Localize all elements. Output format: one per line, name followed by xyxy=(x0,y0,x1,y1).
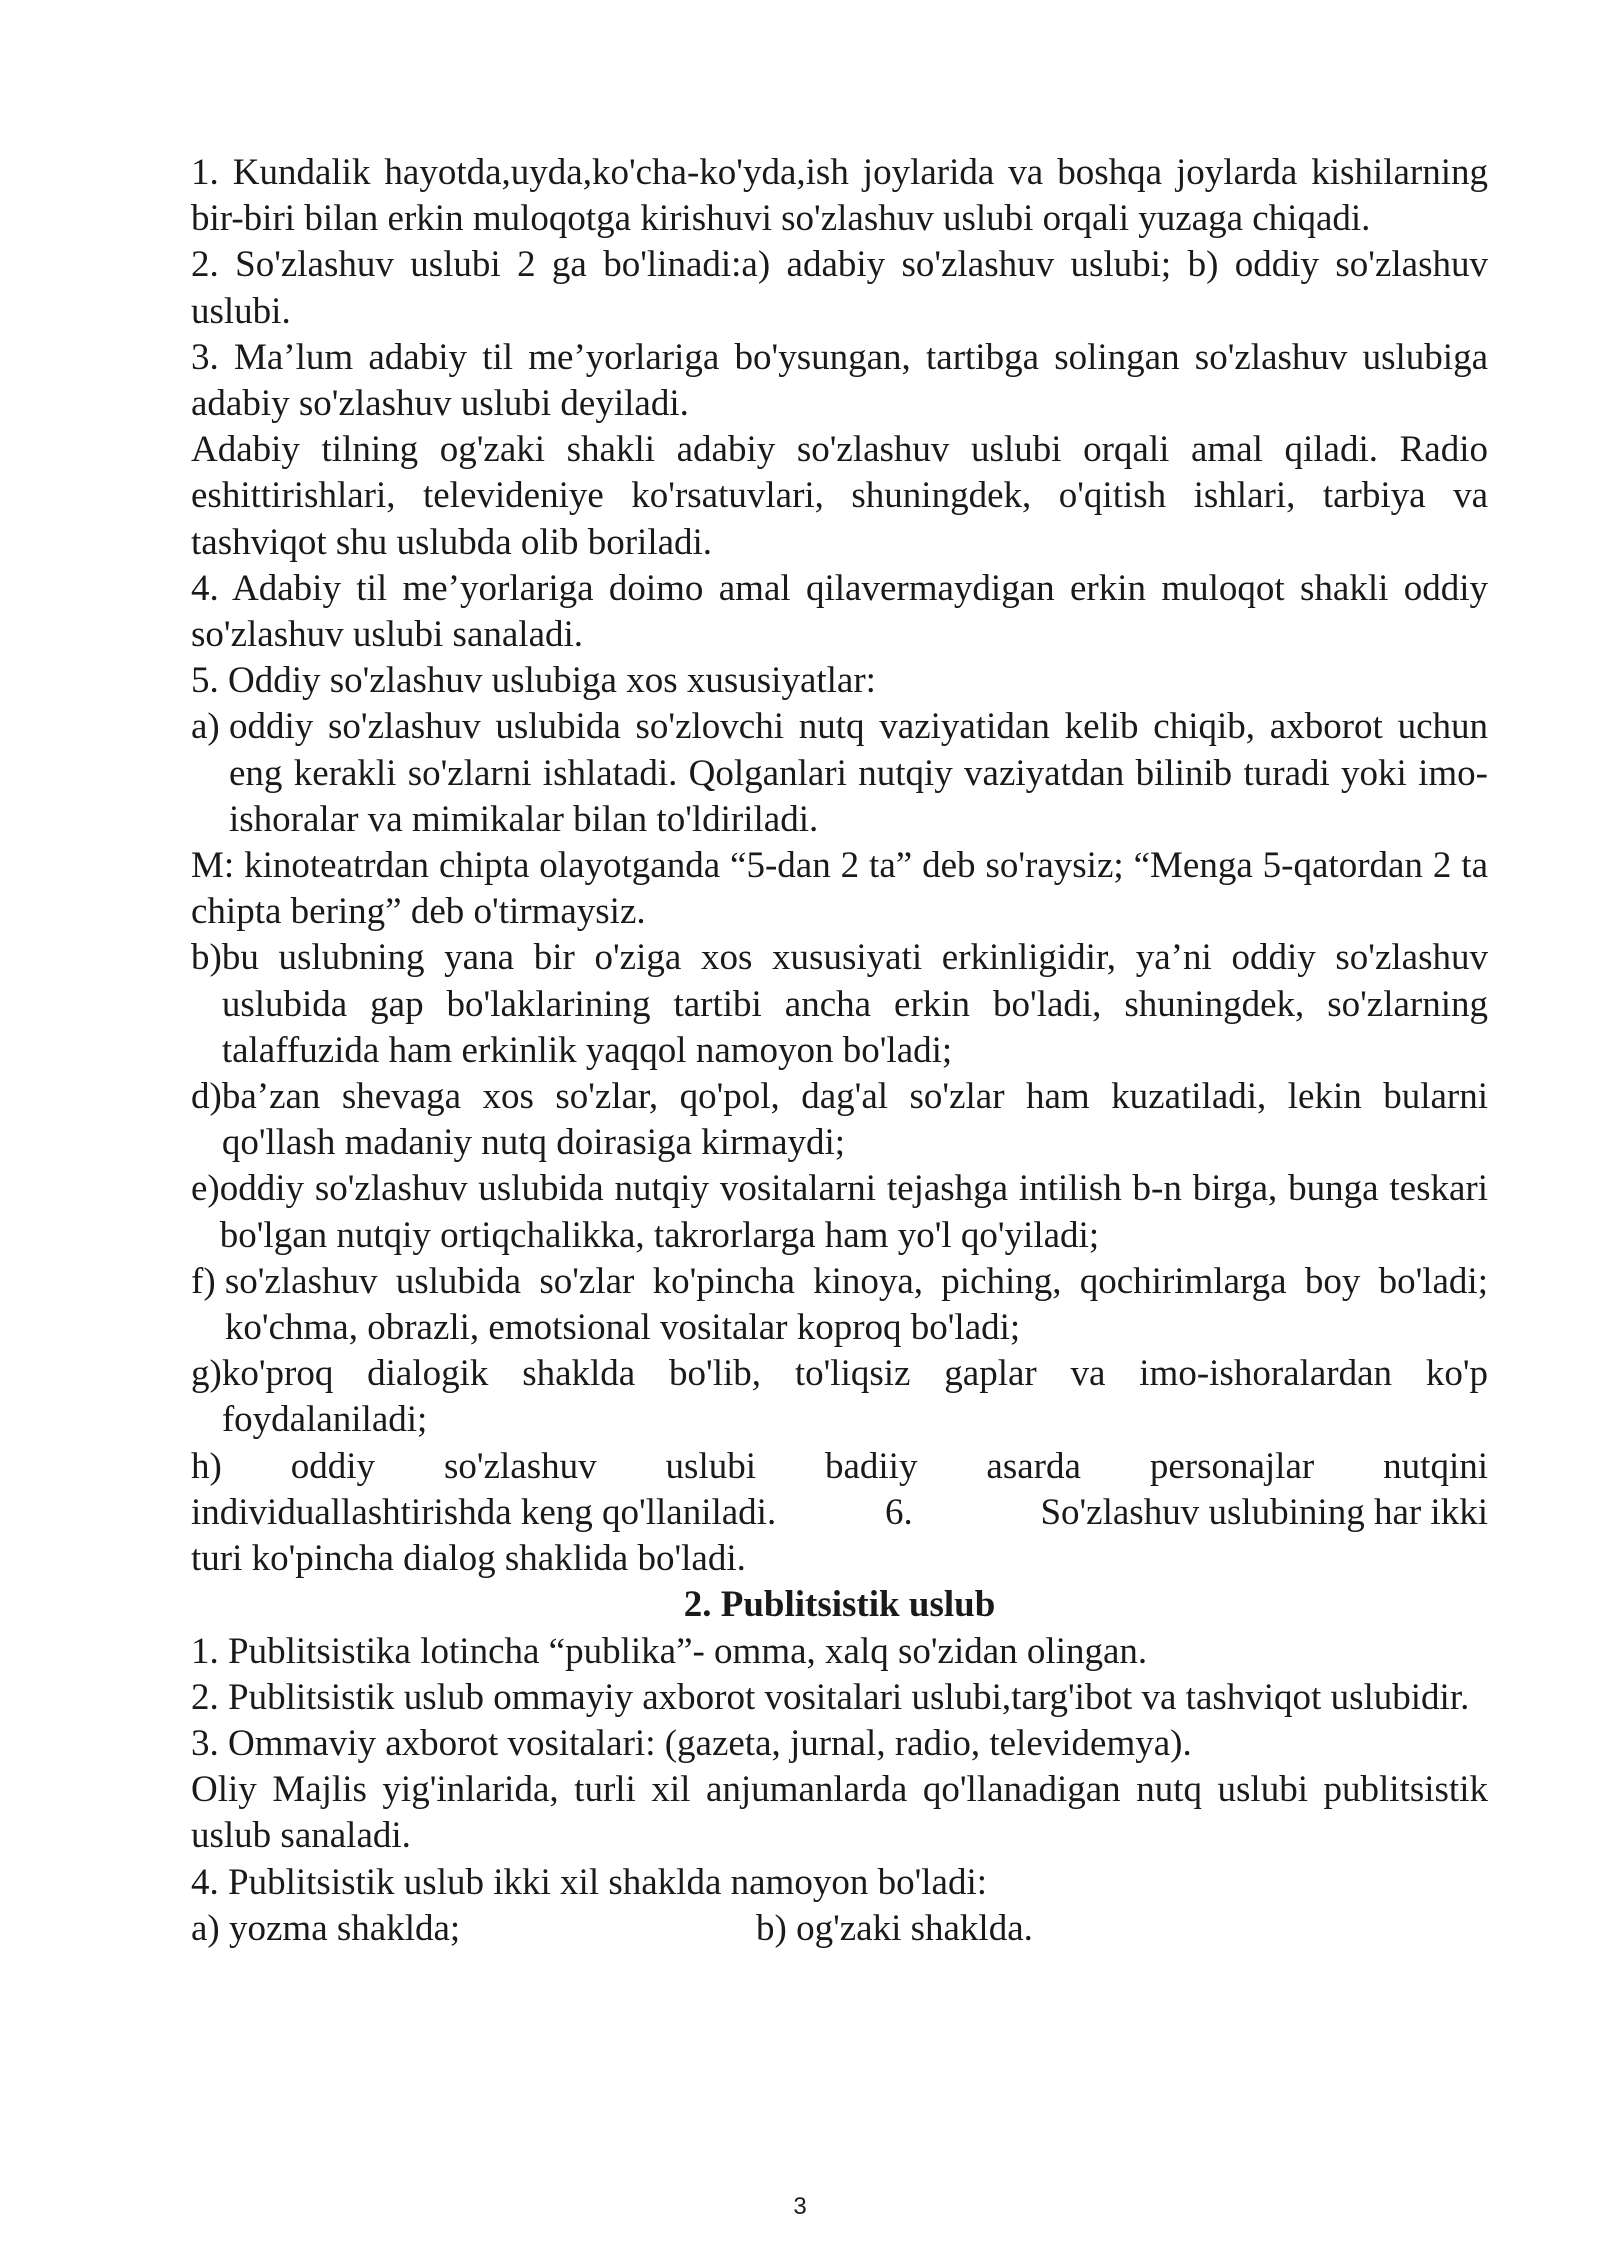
list-marker: b) xyxy=(191,937,222,979)
list-marker: a) xyxy=(191,706,220,748)
list-item-text: so'zlashuv uslubida so'zlar ko'pincha kinoya, piching, qochirimlarga boy bo'ladi; ko'chma, obrazli, emotsional vositalar koproq bo'ladi; xyxy=(224,1260,1488,1349)
document-page xyxy=(191,150,1488,1952)
list-item-h-line-1: h) oddiy so'zlashuv uslubi badiiy asarda personajlar nutqini xyxy=(191,1445,1488,1487)
list-item-h-line-2 xyxy=(191,1490,1488,1536)
list-marker: g) xyxy=(191,1353,222,1395)
list-item-a xyxy=(191,704,1488,843)
list-item-text: oddiy so'zlashuv uslubida so'zlovchi nutq vaziyatidan kelib chiqib, axborot uchun eng kerakli so'zlarni ishlatadi. Qolganlari nutqiy vaziyatdan bilinib turadi yoki imo-ishoralar va mimikalar bilan to'ldiriladi. xyxy=(229,706,1488,840)
paragraph-3b: Adabiy tilning og'zaki shakli adabiy so'zlashuv uslubi orqali amal qiladi. Radio eshittirishlari, televideniye ko'rsatuvlari, shuningdek, o'qitish ishlari, tarbiya va tashviqot shu uslubda olib boriladi. xyxy=(191,429,1488,563)
page-number: 3 xyxy=(793,2193,807,2220)
form-written: a) yozma shaklda; xyxy=(191,1907,461,1949)
list-item-h-text: individuallashtirishda keng qo'llaniladi. xyxy=(191,1491,777,1533)
list-item-h-line-3: turi ko'pincha dialog shaklida bo'ladi. xyxy=(191,1538,746,1580)
section2-forms-row xyxy=(191,1906,1488,1952)
form-oral: b) og'zaki shaklda. xyxy=(756,1907,1033,1949)
list-item-h xyxy=(191,1444,1488,1583)
list-item-text: ba’zan shevaga xos so'zlar, qo'pol, dag'al so'zlar ham kuzatiladi, lekin bularni qo'llash madaniy nutq doirasiga kirmaydi; xyxy=(221,1076,1488,1164)
example-paragraph: M: kinoteatrdan chipta olayotganda “5-dan 2 ta” deb so'raysiz; “Menga 5-qatordan 2 ta chipta bering” deb o'tirmaysiz. xyxy=(191,845,1488,933)
list-marker: d) xyxy=(191,1076,222,1118)
paragraph-2: 2. So'zlashuv uslubi 2 ga bo'linadi:a) adabiy so'zlashuv uslubi; b) oddiy so'zlashuv uslubi. xyxy=(191,244,1488,332)
list-item-f xyxy=(191,1259,1488,1351)
section2-paragraph-4: 4. Publitsistik uslub ikki xil shaklda namoyon bo'ladi: xyxy=(191,1861,988,1903)
list-marker: e) xyxy=(191,1168,220,1210)
section2-paragraph-3: 3. Ommaviy axborot vositalari: (gazeta, jurnal, radio, televidemya). xyxy=(191,1722,1192,1764)
list-item-g xyxy=(191,1351,1488,1443)
item-6-start xyxy=(823,1490,1488,1536)
list-marker: f) xyxy=(191,1260,216,1302)
section2-paragraph-3b: Oliy Majlis yig'inlarida, turli xil anjumanlarda qo'llanadigan nutq uslubi publitsistik uslub sanaladi. xyxy=(191,1769,1488,1857)
item-6-number: 6. xyxy=(885,1491,913,1533)
list-item-text: ko'proq dialogik shaklda bo'lib, to'liqsiz gaplar va imo-ishoralardan ko'p foydalaniladi; xyxy=(221,1353,1488,1441)
list-item-text: bu uslubning yana bir o'ziga xos xususiyati erkinligidir, ya’ni oddiy so'zlashuv uslubida gap bo'laklarining tartibi ancha erkin bo'ladi, shuningdek, so'zlarning talaffuzida ham erkinlik yaqqol namoyon bo'ladi; xyxy=(221,937,1488,1071)
list-item-d xyxy=(191,1074,1488,1166)
paragraph-3: 3. Ma’lum adabiy til me’yorlariga bo'ysungan, tartibga solingan so'zlashuv uslubiga adabiy so'zlashuv uslubi deyiladi. xyxy=(191,336,1488,425)
section2-paragraph-2: 2. Publitsistik uslub ommayiy axborot vositalari uslubi,targ'ibot va tashviqot uslubidir. xyxy=(191,1676,1470,1718)
paragraph-1: 1. Kundalik hayotda,uyda,ko'cha-ko'yda,ish joylarida va boshqa joylarda kishilarning bir-biri bilan erkin muloqotga kirishuvi so'zlashuv uslubi orqali yuzaga chiqadi. xyxy=(191,152,1488,240)
list-item-text: oddiy so'zlashuv uslubida nutqiy vositalarni tejashga intilish b-n birga, bunga teskari bo'lgan nutqiy ortiqchalikka, takrorlarga ham yo'l qo'yiladi; xyxy=(219,1168,1488,1256)
list-item-b xyxy=(191,935,1488,1074)
paragraph-5: 5. Oddiy so'zlashuv uslubiga xos xususiyatlar: xyxy=(191,660,876,702)
list-item-e xyxy=(191,1166,1488,1258)
section2-paragraph-1: 1. Publitsistika lotincha “publika”- omma, xalq so'zidan olingan. xyxy=(191,1630,1148,1672)
item-6-text: So'zlashuv uslubining har ikki xyxy=(1040,1491,1488,1533)
paragraph-4: 4. Adabiy til me’yorlariga doimo amal qilavermaydigan erkin muloqot shakli oddiy so'zlashuv uslubi sanaladi. xyxy=(191,567,1488,656)
section-heading: 2. Publitsistik uslub xyxy=(683,1584,996,1626)
